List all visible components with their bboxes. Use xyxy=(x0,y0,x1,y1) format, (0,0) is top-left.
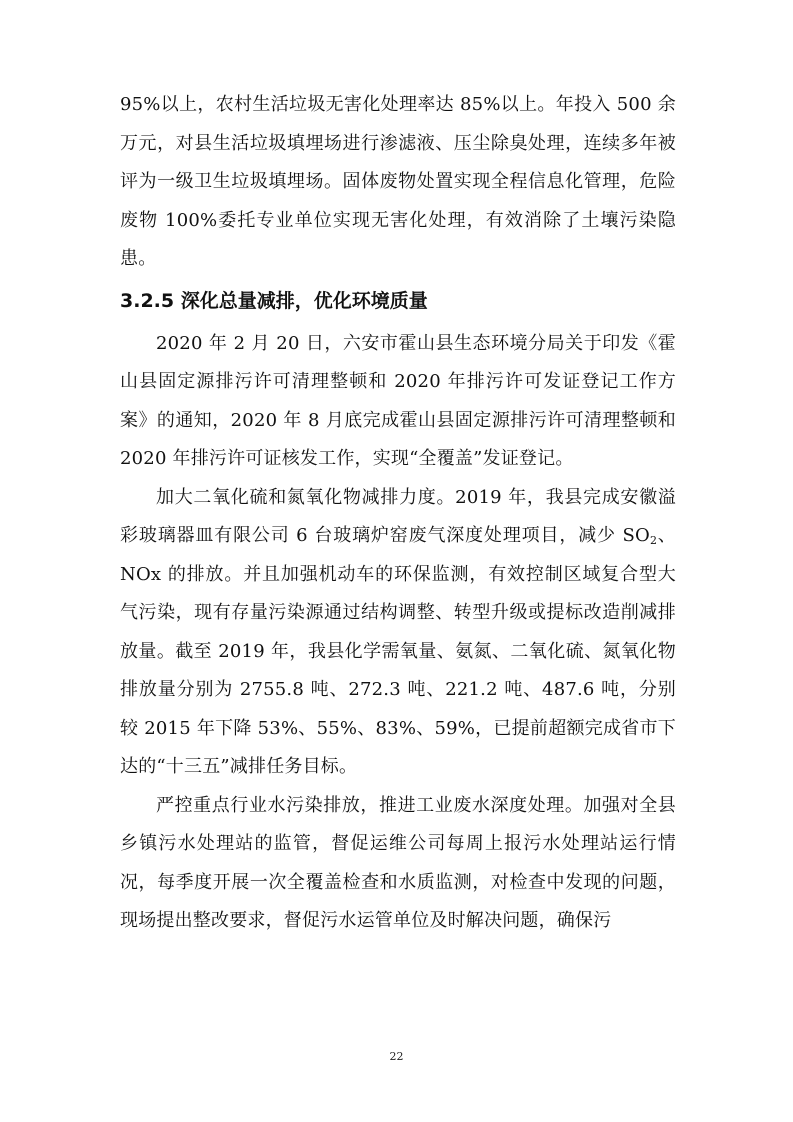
paragraph-waste-treatment: 95%以上，农村生活垃圾无害化处理率达 85%以上。年投入 500 余万元，对县生活垃圾填埋场进行渗滤液、压尘除臭处理，连续多年被评为一级卫生垃圾填埋场。固体废物处置实现全程信息化管理，危险废物 100%委托专业单位实现无害化处理，有效消除了土壤污染隐患。 xyxy=(120,94,676,269)
document-body xyxy=(120,86,676,941)
emission-text-before: 加大二氧化硫和氮氧化物减排力度。2019 年，我县完成安徽溢彩玻璃器皿有限公司 6 台玻璃炉窑废气深度处理项目，减少 SO xyxy=(120,486,676,546)
section-heading: 3.2.5 深化总量减排，优化环境质量 xyxy=(120,289,428,312)
paragraph-water-pollution: 严控重点行业水污染排放，推进工业废水深度处理。加强对全县乡镇污水处理站的监管，督促运维公司每周上报污水处理站运行情况，每季度开展一次全覆盖检查和水质监测，对检查中发现的问题，现场提出整改要求，督促污水运管单位及时解决问题，确保污 xyxy=(120,794,676,931)
so2-subscript: 2 xyxy=(649,534,658,547)
paragraph-pollution-permit: 2020 年 2 月 20 日，六安市霍山县生态环境分局关于印发《霍山县固定源排污许可清理整顿和 2020 年排污许可发证登记工作方案》的通知，2020 年 8 月底完成霍山县固定源排污许可清理整顿和 2020 年排污许可证核发工作，实现“全覆盖”发证登记。 xyxy=(120,332,676,469)
paragraph-emission-reduction xyxy=(120,479,676,787)
page-number: 22 xyxy=(389,1050,404,1063)
emission-text-after: 、NOx 的排放。并且加强机动车的环保监测，有效控制区域复合型大气污染，现有存量污染源通过结构调整、转型升级或提标改造削减排放量。截至 2019 年，我县化学需氧量、氨氮、二氧化硫、氮氧化物排放量分别为 2755.8 吨、272.3 吨、221.2 吨、487.6 吨，分别较 2015 年下降 53%、55%、83%、59%，已提前超额完成省市下达的“十三五”减排任务目标。 xyxy=(120,525,677,777)
